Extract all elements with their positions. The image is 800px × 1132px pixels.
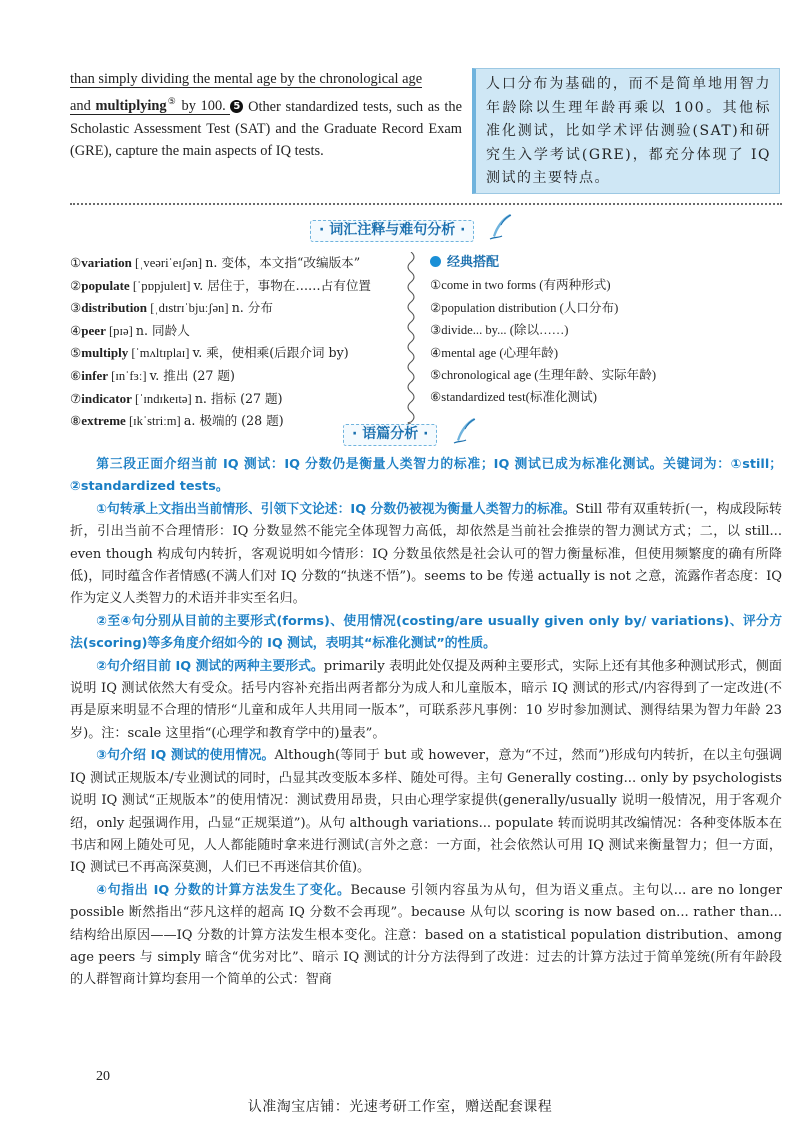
vocab-section-header	[310, 220, 474, 242]
bullet-dot-icon	[430, 256, 441, 267]
collocation-item: ③divide... by... (除以……)	[430, 323, 569, 338]
vocab-item: ②populate [ˈpɒpjuleɪt] v. 居住于，事物在……占有位置	[70, 277, 372, 293]
vocab-item: ⑥infer [ɪnˈfɜː] v. 推出 (27 题)	[70, 367, 235, 383]
analysis-section-header	[343, 424, 437, 446]
vocab-item: ③distribution [ˌdɪstrɪˈbjuːʃən] n. 分布	[70, 300, 273, 316]
analysis-paragraph: ①句转承上文指出当前情形、引领下文论述：IQ 分数仍被视为衡量人类智力的标准。Still 带有双重转折(一，构成段际转折，引出当前不合理情形：IQ 分数显然不能完全体现智力高低，却依然是当前社会推崇的智力测试方式；二，以 still... even though 构成句内转折，客观说明如今情形：IQ 分数虽依然是社会认可的智力衡量标准，但使用频繁度的确有所降低)，同时蕴含作者情感(不满人们对 IQ 分数的“执迷不悟”)。seems to be 传递 actually is not 之意，流露作者态度：IQ 作为定义人类智力的术语并非实至名归。	[70, 501, 782, 607]
quill-pen-icon	[488, 212, 514, 240]
vocab-item: ⑤multiply [ˈmʌltɪplaɪ] v. 乘，使相乘(后跟介词 by)	[70, 345, 349, 361]
footnote-marker: ⑤	[166, 96, 177, 107]
vocab-item: ④peer [pɪə] n. 同龄人	[70, 322, 190, 338]
vocab-item: ⑧extreme [ɪkˈstriːm] a. 极端的 (28 题)	[70, 413, 284, 429]
section-title: · 词汇注释与难句分析 ·	[319, 222, 466, 238]
vocab-list	[70, 252, 400, 433]
analysis-paragraph: ④句指出 IQ 分数的计算方法发生了变化。Because 引领内容虽为从句，但为语义重点。主句以... are no longer possible 断然指出“莎凡这样的超高 IQ 分数不会再现”。because 从句以 scoring is now based on... rather than... 结构给出原因——IQ 分数的计算方法发生根本变化。注意：based on a statistical population distribution、among age peers 与 simply 暗含“优劣对比”、暗示 IQ 测试的计分方法得到了改进：过去的计算方法过于简单笼统(所有年龄段的人群智商计算均套用一个简单的公式：智商	[70, 882, 782, 988]
vocab-item: ⑦indicator [ˈɪndɪkeɪtə] n. 指标 (27 题)	[70, 390, 283, 406]
collocation-item: ②population distribution (人口分布)	[430, 300, 619, 315]
translation-box	[472, 68, 780, 194]
collocation-list	[430, 252, 782, 409]
divider	[70, 203, 782, 205]
passage-line: than simply dividing the mental age by the chronological age	[70, 71, 423, 87]
keyword-multiplying: multiplying	[95, 98, 167, 115]
section-title: · 语篇分析 ·	[352, 426, 429, 442]
footer-note: 认准淘宝店铺：光速考研工作室，赠送配套课程	[247, 1099, 553, 1115]
analysis-paragraph: ②句介绍目前 IQ 测试的两种主要形式。primarily 表明此处仅提及两种主要形式，实际上还有其他多种测试形式，侧面说明 IQ 测试依然大有受众。括号内容补充指出两者都分为成人和儿童版本，暗示 IQ 测试的形式/内容得到了一定改进(不再是原来明显不合理的情形“儿童和成年人共用同一版本”，可联系莎凡事例：10 岁时参加测试、测得结果为智力年龄 23 岁)。注：scale 这里指“(心理学和教育学中的)量表”。	[70, 658, 782, 741]
collocation-header: 经典搭配	[430, 252, 782, 274]
analysis-paragraph: ②至④句分别从目前的主要形式(forms)、使用情况(costing/are usually given only by/ variations)、评分方法(scoring)等多角度介绍如今的 IQ 测试，表明其“标准化测试”的性质。	[70, 613, 782, 652]
collocation-item: ⑤chronological age (生理年龄、实际年龄)	[430, 368, 657, 383]
passage-line	[70, 98, 230, 115]
translation-text: 人口分布为基础的，而不是简单地用智力年龄除以生理年龄再乘以 100。其他标准化测试，比如学术评估测验(SAT)和研究生入学考试(GRE)，都充分体现了 IQ 测试的主要特点。	[486, 76, 771, 186]
collocation-item: ⑥standardized test(标准化测试)	[430, 390, 597, 405]
sentence-number-marker: 5	[230, 100, 243, 113]
collocation-item: ①come in two forms (有两种形式)	[430, 278, 611, 293]
analysis-paragraph: ③句介绍 IQ 测试的使用情况。Although(等同于 but 或 however，意为“不过，然而”)形成句内转折，在以主句强调 IQ 测试正规版本/专业测试的同时，凸显其改变版本多样、随处可得。主句 Generally costing... only by psychologists 说明 IQ 测试“正规版本”的使用情况：测试费用昂贵，只由心理学家提供(generally/usually 说明一般情况，用于客观介绍，only 起强调作用，凸显“正规渠道”)。从句 although variations... populate 转而说明其改编情况：各种变体版本在书店和网上随处可见，人人都能随时拿来进行测试(言外之意：一方面，社会依然认可用 IQ 测试来衡量智力；但一方面，IQ 测试已不再高深莫测，人们已不再迷信其价值)。	[70, 748, 782, 876]
quill-pen-icon	[452, 416, 478, 444]
english-passage	[70, 68, 462, 163]
passage-text: by 100.	[176, 98, 231, 115]
passage-text: and	[70, 98, 96, 115]
wavy-divider	[404, 252, 418, 424]
vocab-item: ①variation [ˌveəriˈeɪʃən] n. 变体，本文指“改编版本”	[70, 255, 361, 270]
passage-text: Other standardized tests, such as the Scholastic Assessment Test (SAT) and the Graduate Record Exam (GRE), capture the main aspects of IQ tests.	[70, 98, 462, 160]
page-number: 20	[96, 1069, 110, 1084]
discourse-analysis	[70, 454, 782, 992]
analysis-paragraph: 第三段正面介绍当前 IQ 测试：IQ 分数仍是衡量人类智力的标准；IQ 测试已成为标准化测试。关键词为：①still；②standardized tests。	[70, 457, 783, 495]
collocation-item: ④mental age (心理年龄)	[430, 345, 559, 360]
